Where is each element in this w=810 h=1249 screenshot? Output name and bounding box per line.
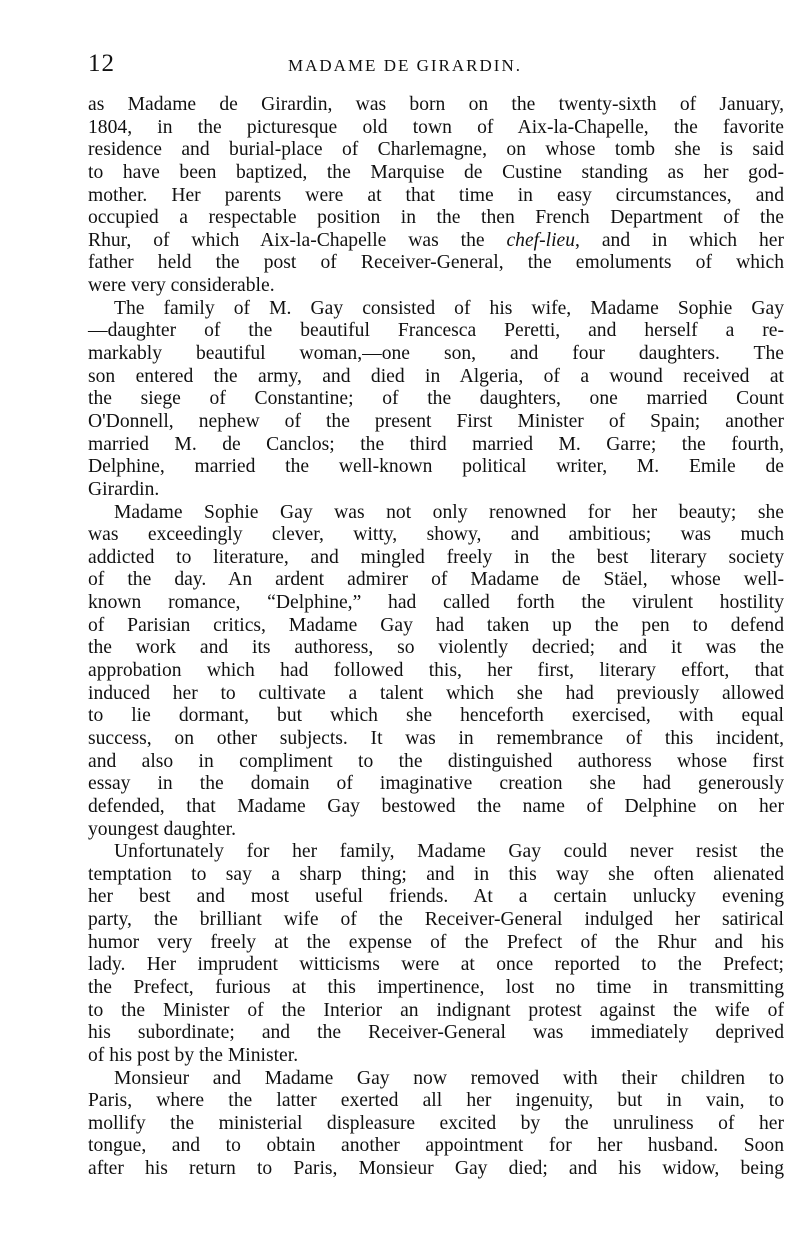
text-line: humor very freely at the expense of the Prefect of the Rhur and his [88,931,784,953]
text-line: party, the brilliant wife of the Receiver-General indulged her satirical [88,909,784,931]
running-head: MADAME DE GIRARDIN. [288,56,522,75]
paragraph [88,94,784,298]
text-line: son entered the army, and died in Algeria, of a wound received at [88,365,784,387]
text-line: to have been baptized, the Marquise de Custine standing as her god- [88,161,784,183]
text-line: The family of M. Gay consisted of his wife, Madame Sophie Gay [114,297,784,319]
text-line: O'Donnell, nephew of the present First Minister of Spain; another [88,410,784,432]
text-line: the siege of Constantine; of the daughters, one married Count [88,388,784,410]
text-line: Madame Sophie Gay was not only renowned for her beauty; she [114,501,784,523]
text-line: married M. de Canclos; the third married M. Garre; the fourth, [88,433,784,455]
text-line: his subordinate; and the Receiver-General was immediately deprived [88,1022,784,1044]
text-line: Girardin. [88,478,160,500]
text-line: defended, that Madame Gay bestowed the name of Delphine on her [88,795,784,817]
text-line: her best and most useful friends. At a certain unlucky evening [88,886,784,908]
text-line: after his return to Paris, Monsieur Gay died; and his widow, being [88,1158,784,1180]
text-line: tongue, and to obtain another appointment for her husband. Soon [88,1135,784,1157]
text-line: to lie dormant, but which she henceforth exercised, with equal [88,705,784,727]
page-header [88,50,788,82]
italic-term: chef-lieu [506,229,576,251]
text-line: father held the post of Receiver-General, the emoluments of which [88,252,784,274]
text-line: of Parisian critics, Madame Gay had taken up the pen to defend [88,614,784,636]
page-number: 12 [88,50,115,77]
text-segment: Rhur, of which Aix-la-Chapelle was the [88,229,507,251]
text-line: occupied a respectable position in the then French Department of the [88,207,784,229]
text-line: of the day. An ardent admirer of Madame de Stäel, whose well- [88,569,784,591]
body-text [88,94,784,1181]
paragraph [88,502,784,842]
text-line: and also in compliment to the distinguished authoress whose first [88,750,784,772]
text-line: mother. Her parents were at that time in easy circumstances, and [88,184,784,206]
text-line [88,230,784,253]
text-line: induced her to cultivate a talent which she had previously allowed [88,682,784,704]
text-line: addicted to literature, and mingled freely in the best literary society [88,546,784,568]
text-line: 1804, in the picturesque old town of Aix-la-Chapelle, the favorite [88,116,784,138]
text-line: was exceedingly clever, witty, showy, and ambitious; was much [88,524,784,546]
text-line: the work and its authoress, so violently decried; and it was the [88,637,784,659]
text-line: were very considerable. [88,275,275,297]
text-line: temptation to say a sharp thing; and in this way she often alienated [88,863,784,885]
text-line: known romance, “Delphine,” had called forth the virulent hostility [88,592,784,614]
text-line: essay in the domain of imaginative creation she had generously [88,773,784,795]
text-line: as Madame de Girardin, was born on the twenty-sixth of January, [88,94,784,115]
text-line: approbation which had followed this, her first, literary effort, that [88,660,784,682]
text-line: Unfortunately for her family, Madame Gay could never resist the [114,841,784,863]
text-line: Paris, where the latter exerted all her ingenuity, but in vain, to [88,1090,784,1112]
text-line: markably beautiful woman,—one son, and four daughters. The [88,343,784,365]
paragraph [88,841,784,1067]
text-line: success, on other subjects. It was in remembrance of this incident, [88,727,784,749]
text-line: Delphine, married the well-known political writer, M. Emile de [88,456,784,478]
text-line: to the Minister of the Interior an indignant protest against the wife of [88,999,784,1021]
text-line: mollify the ministerial displeasure excited by the unruliness of her [88,1112,784,1134]
text-line: lady. Her imprudent witticisms were at once reported to the Prefect; [88,954,784,976]
text-line: residence and burial-place of Charlemagne, on whose tomb she is said [88,139,784,161]
text-line: —daughter of the beautiful Francesca Peretti, and herself a re- [88,320,784,342]
text-line: the Prefect, furious at this impertinence, lost no time in transmitting [88,976,784,998]
paragraph [88,1068,784,1181]
text-line: of his post by the Minister. [88,1044,299,1066]
paragraph [88,298,784,502]
text-segment: , and in which her [575,229,784,251]
text-line: Monsieur and Madame Gay now removed with their children to [114,1067,784,1089]
text-line: youngest daughter. [88,818,237,840]
